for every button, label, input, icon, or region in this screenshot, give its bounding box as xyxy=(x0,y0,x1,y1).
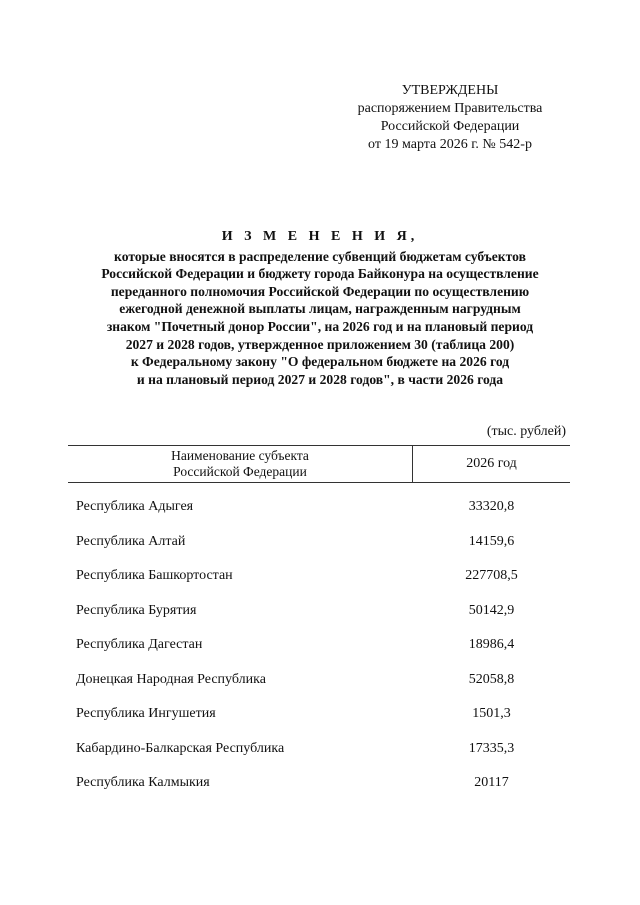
heading-line: ежегодной денежной выплаты лицам, награжденным нагрудным xyxy=(119,301,521,317)
heading-line: к Федеральному закону "О федеральном бюджете на 2026 год xyxy=(130,354,510,370)
row-value: 14159,6 xyxy=(468,533,515,549)
table-row xyxy=(68,664,570,699)
table-row xyxy=(68,733,570,768)
row-name: Донецкая Народная Республика xyxy=(76,671,266,687)
heading-line: и на плановый период 2027 и 2028 годов", в части 2026 года xyxy=(136,371,504,387)
table-row xyxy=(68,560,570,595)
table-row xyxy=(68,698,570,733)
row-name: Республика Адыгея xyxy=(76,499,194,514)
approval-line-1: распоряжением Правительства xyxy=(357,101,543,116)
header-name-line-2: Российской Федерации xyxy=(173,464,307,479)
row-value: 227708,5 xyxy=(465,568,518,583)
document-heading xyxy=(50,228,590,388)
heading-line: 2027 и 2028 годов, утвержденное приложением 30 (таблица 200) xyxy=(125,336,515,352)
row-name: Республика Бурятия xyxy=(76,602,197,618)
table-row xyxy=(68,526,570,561)
row-value: 52058,8 xyxy=(468,671,515,687)
row-value: 17335,3 xyxy=(468,740,515,756)
table-row xyxy=(68,767,570,802)
row-name: Республика Ингушетия xyxy=(76,706,216,721)
table-row xyxy=(68,629,570,664)
row-value: 18986,4 xyxy=(468,637,515,652)
heading-line: Российской Федерации и бюджету города Байконура на осуществление xyxy=(101,266,539,282)
header-year-cell: 2026 год xyxy=(466,456,517,471)
approval-line-3: от 19 марта 2026 г. № 542-р xyxy=(368,137,532,152)
row-name: Кабардино-Балкарская Республика xyxy=(76,740,285,756)
approval-title: УТВЕРЖДЕНЫ xyxy=(401,83,499,98)
table-row xyxy=(68,595,570,630)
row-value: 50142,9 xyxy=(468,602,515,618)
table-row xyxy=(68,491,570,526)
header-name-line-1: Наименование субъекта xyxy=(171,448,309,463)
row-name: Республика Калмыкия xyxy=(76,775,210,790)
row-value: 33320,8 xyxy=(468,499,515,514)
heading-title: И З М Е Н Е Н И Я, xyxy=(221,229,419,244)
table-header xyxy=(68,445,570,483)
row-name: Республика Башкортостан xyxy=(76,568,233,583)
heading-line: переданного полномочия Российской Федерации по осуществлению xyxy=(110,283,530,299)
row-name: Республика Алтай xyxy=(76,533,186,549)
row-name: Республика Дагестан xyxy=(76,637,203,652)
heading-line: которые вносятся в распределение субвенций бюджетам субъектов xyxy=(114,248,526,264)
table-body xyxy=(68,491,570,802)
heading-line: знаком "Почетный донор России", на 2026 год и на плановый период xyxy=(106,318,534,334)
approval-block xyxy=(330,82,570,154)
unit-label: (тыс. рублей) xyxy=(486,424,566,439)
header-name-cell xyxy=(68,446,412,482)
row-value: 1501,3 xyxy=(472,706,511,721)
approval-line-2: Российской Федерации xyxy=(380,119,520,134)
row-value: 20117 xyxy=(474,775,509,790)
